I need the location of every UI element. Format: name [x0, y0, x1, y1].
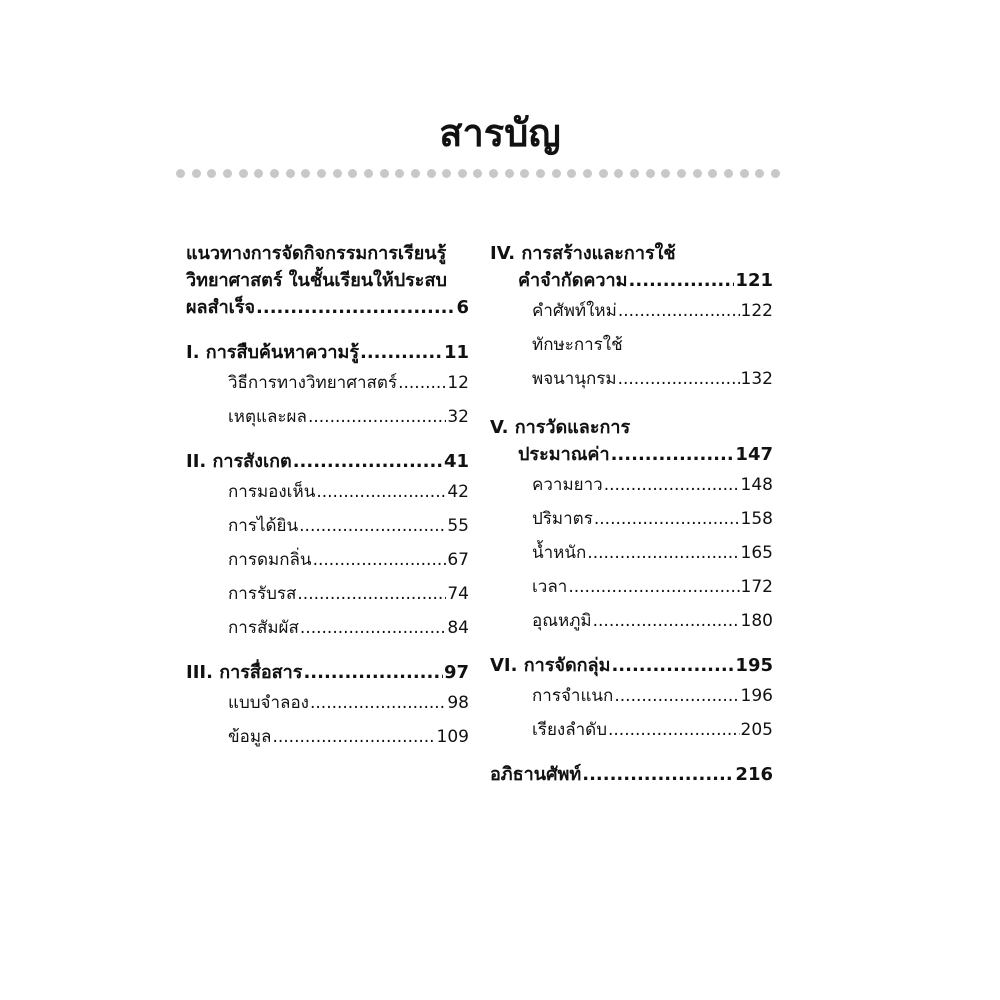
toc-page-number: 6 [456, 297, 469, 318]
toc-chapter-entry[interactable] [490, 652, 773, 679]
dot-leader [300, 611, 446, 645]
toc-page-number: 12 [447, 373, 469, 393]
toc-entry-label: เวลา [532, 577, 568, 597]
toc-section [186, 659, 469, 754]
toc-section [490, 652, 773, 747]
toc-page-number: 148 [740, 475, 773, 495]
toc-subentry[interactable] [186, 686, 469, 720]
toc-entry-label: การได้ยิน [228, 516, 299, 536]
dot-leader [614, 679, 739, 713]
toc-subentry[interactable] [490, 502, 773, 536]
toc-entry-label: การจำแนก [532, 686, 614, 706]
dot-leader [299, 509, 446, 543]
dot-leader [308, 400, 446, 434]
dot-leader [629, 267, 735, 294]
toc-intro-last-row [186, 294, 469, 321]
toc-page-number: 84 [447, 618, 469, 638]
toc-entry-label: วิธีการทางวิทยาศาสตร์ [228, 373, 398, 393]
toc-section [490, 761, 773, 788]
dot-leader [618, 362, 740, 396]
toc-page-number: 74 [447, 584, 469, 604]
toc-page-number: 172 [740, 577, 773, 597]
toc-page-number: 109 [436, 727, 469, 747]
toc-subentry[interactable] [186, 720, 469, 754]
toc-entry-label: I. การสืบค้นหาความรู้ [186, 342, 359, 363]
toc-entry-label: VI. การจัดกลุ่ม [490, 655, 611, 676]
toc-section [186, 448, 469, 645]
toc-subentry[interactable] [186, 400, 469, 434]
toc-chapter-title-line[interactable]: V. การวัดและการ [490, 417, 631, 438]
toc-page-number: 195 [735, 655, 773, 676]
toc-page-number: 205 [740, 720, 773, 740]
toc-subentry[interactable] [490, 570, 773, 604]
dot-leader [618, 294, 740, 328]
toc-subentry[interactable] [490, 536, 773, 570]
dot-leader [611, 652, 734, 679]
dot-leader [582, 761, 734, 788]
toc-subentry[interactable] [186, 611, 469, 645]
toc-chapter-entry[interactable] [186, 659, 469, 686]
toc-entry-label: การสัมผัส [228, 618, 299, 638]
toc-page-number: 67 [447, 550, 469, 570]
toc-chapter-entry[interactable] [186, 448, 469, 475]
dot-leader [593, 604, 740, 638]
toc-page-number: 97 [443, 662, 469, 683]
dot-leader [272, 720, 435, 754]
toc-entry-label: การมองเห็น [228, 482, 316, 502]
dot-leader [256, 294, 455, 321]
toc-subentry[interactable] [490, 362, 773, 396]
toc-entry-label: ปริมาตร [532, 509, 593, 529]
dot-leader [594, 502, 740, 536]
toc-page-number: 196 [740, 686, 773, 706]
dot-leader [316, 475, 446, 509]
toc-page-number: 41 [443, 451, 469, 472]
toc-page-number: 11 [443, 342, 469, 363]
toc-page-number: 98 [447, 693, 469, 713]
toc-entry-label: อภิธานศัพท์ [490, 764, 582, 785]
toc-entry-label: พจนานุกรม [532, 369, 617, 389]
toc-entry-label: อุณหภูมิ [532, 611, 592, 631]
toc-subentry[interactable] [186, 509, 469, 543]
toc-page-number: 147 [735, 444, 773, 465]
toc-entry-label: III. การสื่อสาร [186, 662, 303, 683]
toc-page-number: 42 [447, 482, 469, 502]
toc-entry-label: ความยาว [532, 475, 603, 495]
toc-chapter-entry[interactable] [490, 267, 773, 294]
toc-entry-label: ผลสำเร็จ [186, 297, 256, 318]
toc-subentry[interactable] [186, 543, 469, 577]
toc-entry-label: II. การสังเกต [186, 451, 292, 472]
dot-leader [611, 441, 735, 468]
toc-entry-intro[interactable] [186, 240, 469, 321]
toc-entry-label: เรียงลำดับ [532, 720, 607, 740]
dot-leader [608, 713, 740, 747]
toc-entry-label: น้ำหนัก [532, 543, 587, 563]
toc-subentry[interactable] [490, 468, 773, 502]
dot-leader [568, 570, 739, 604]
toc-page-number: 122 [740, 301, 773, 321]
toc-page-number: 132 [740, 369, 773, 389]
dotted-divider [176, 167, 780, 179]
toc-subentry[interactable] [490, 604, 773, 638]
toc-subentry[interactable] [186, 475, 469, 509]
toc-page-number: 180 [740, 611, 773, 631]
toc-entry-label: การดมกลิ่น [228, 550, 312, 570]
toc-entry-label: แบบจำลอง [228, 693, 309, 713]
toc-entry-label: คำศัพท์ใหม่ [532, 301, 617, 321]
dot-leader [587, 536, 739, 570]
dot-leader [398, 366, 446, 400]
toc-entry-label: คำจำกัดความ [518, 270, 628, 291]
dot-leader [303, 659, 443, 686]
toc-page-number: 55 [447, 516, 469, 536]
toc-entry-label: ประมาณค่า [518, 444, 610, 465]
toc-entry-label: การรับรส [228, 584, 297, 604]
toc-subentry[interactable] [186, 577, 469, 611]
toc-section [490, 414, 773, 638]
toc-subentry[interactable] [490, 679, 773, 713]
toc-right-column [490, 240, 773, 788]
toc-subentry[interactable] [186, 366, 469, 400]
toc-entry-label: เหตุและผล [228, 407, 307, 427]
dot-leader [313, 543, 447, 577]
toc-chapter-entry[interactable] [490, 441, 773, 468]
toc-page-number: 158 [740, 509, 773, 529]
toc-chapter-title-line[interactable]: IV. การสร้างและการใช้ [490, 243, 676, 264]
dot-leader [293, 448, 443, 475]
page-title: สารบัญ [439, 111, 561, 155]
toc-subentry[interactable] [490, 294, 773, 328]
toc-entry-label: ข้อมูล [228, 727, 272, 747]
toc-intro-line: แนวทางการจัดกิจกรรมการเรียนรู้ [186, 243, 447, 264]
toc-left-column [186, 240, 469, 754]
toc-section [186, 339, 469, 434]
toc-chapter-entry[interactable] [490, 761, 773, 788]
toc-subentry-title-line[interactable]: ทักษะการใช้ [532, 335, 623, 355]
dot-leader [604, 468, 740, 502]
toc-page-number: 32 [447, 407, 469, 427]
dot-leader [310, 686, 446, 720]
toc-page-number: 121 [735, 270, 773, 291]
dot-leader [360, 339, 443, 366]
toc-section [490, 240, 773, 396]
toc-subentry[interactable] [490, 713, 773, 747]
dot-leader [297, 577, 446, 611]
toc-page-number: 216 [735, 764, 773, 785]
toc-chapter-entry[interactable] [186, 339, 469, 366]
toc-intro-line: วิทยาศาสตร์ ในชั้นเรียนให้ประสบ [186, 270, 447, 291]
toc-page-number: 165 [740, 543, 773, 563]
